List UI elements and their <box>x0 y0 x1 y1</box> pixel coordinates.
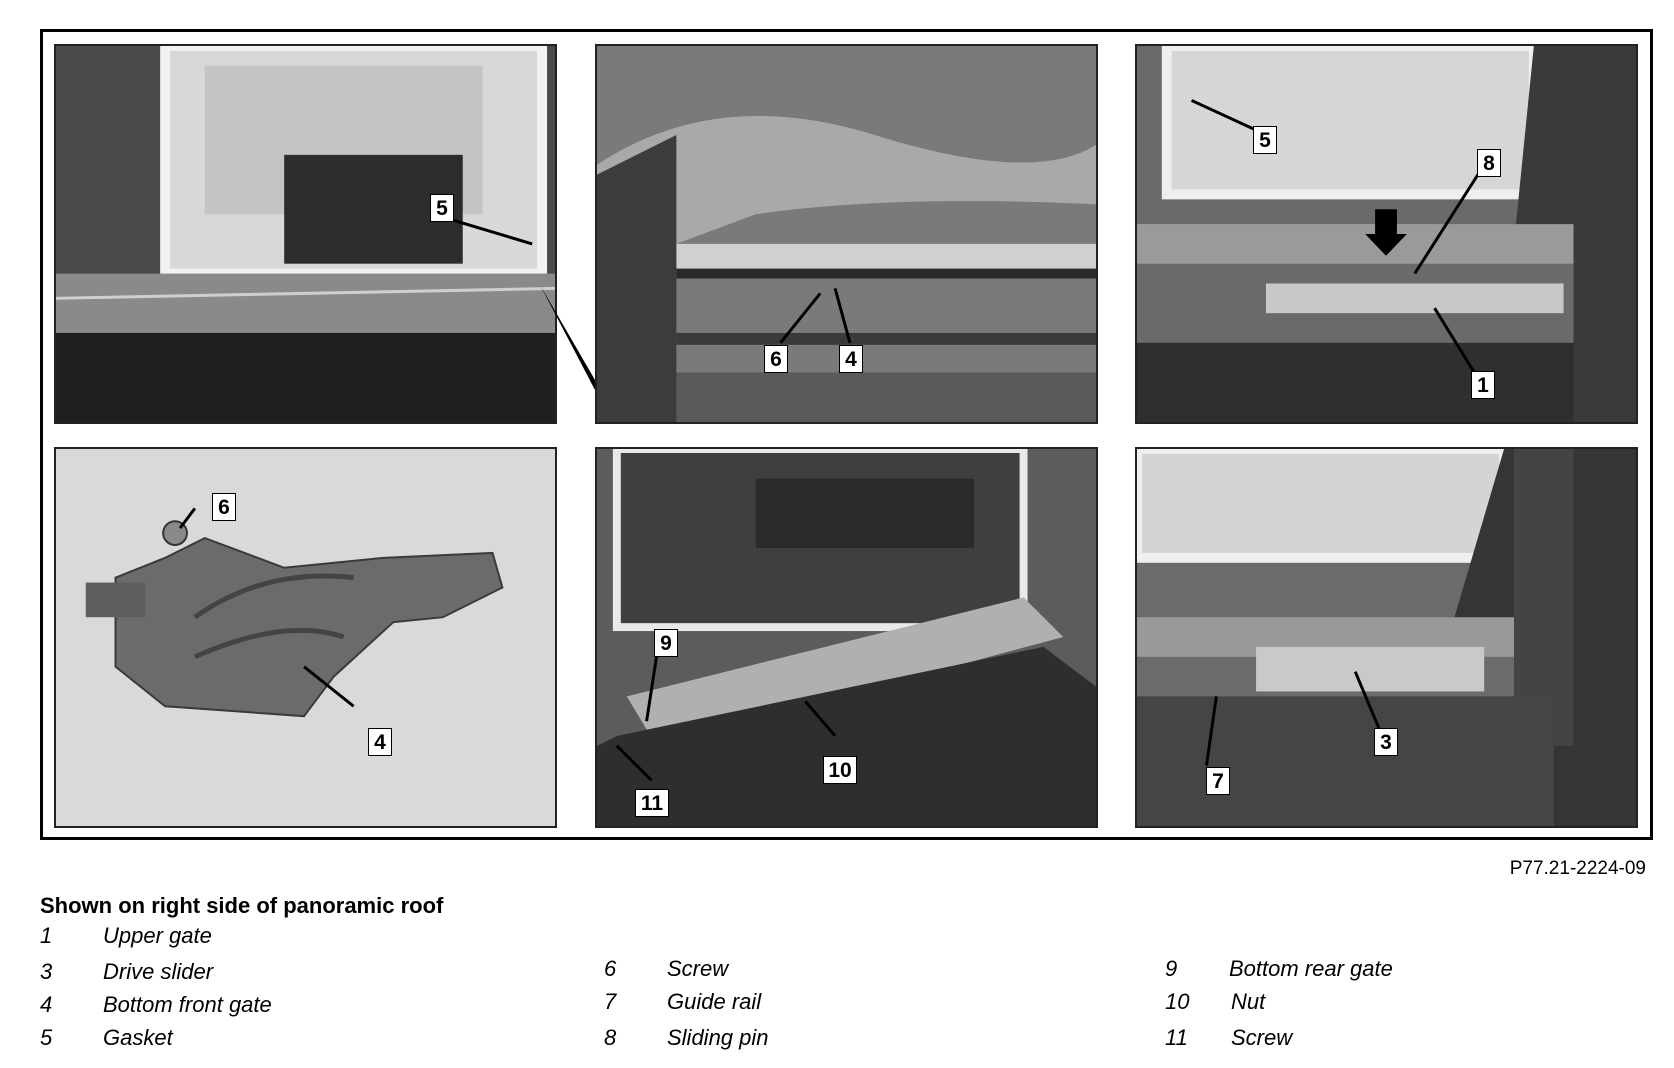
photo-panel-top-right <box>1135 44 1638 424</box>
legend-number: 6 <box>604 956 617 981</box>
legend-title: Shown on right side of panoramic roof <box>40 893 444 918</box>
photo-panel-bottom-right <box>1135 447 1638 828</box>
photo-bottom-left-image <box>56 449 555 826</box>
legend-number: 3 <box>40 959 53 984</box>
callout-5: 5 <box>430 194 454 222</box>
legend-label: Nut <box>1231 989 1266 1014</box>
legend-number: 1 <box>40 923 53 948</box>
callout-10: 10 <box>823 756 857 784</box>
callout-6: 6 <box>764 345 788 373</box>
legend-number: 4 <box>40 992 53 1017</box>
callout-6: 6 <box>212 493 236 521</box>
legend-label: Sliding pin <box>667 1025 769 1050</box>
photo-panel-top-left <box>54 44 557 424</box>
callout-9: 9 <box>654 629 678 657</box>
legend-column-2 <box>604 956 1054 1064</box>
legend-column-3 <box>1165 956 1645 1064</box>
legend-column-1 <box>40 923 540 1063</box>
legend-label: Guide rail <box>667 989 762 1014</box>
callout-4: 4 <box>368 728 392 756</box>
legend-label: Bottom front gate <box>103 992 272 1017</box>
callout-1: 1 <box>1471 371 1495 399</box>
callout-4: 4 <box>839 345 863 373</box>
callout-7: 7 <box>1206 767 1230 795</box>
legend-number: 9 <box>1165 956 1178 981</box>
photo-panel-top-center <box>595 44 1098 424</box>
callout-3: 3 <box>1374 728 1398 756</box>
legend-number: 5 <box>40 1025 53 1050</box>
legend-label: Screw <box>667 956 729 981</box>
photo-top-right-image <box>1137 46 1636 422</box>
callout-8: 8 <box>1477 149 1501 177</box>
callout-11: 11 <box>635 789 669 817</box>
legend-number: 7 <box>604 989 617 1014</box>
panel-connector-wedge <box>540 285 600 395</box>
legend-label: Gasket <box>103 1025 173 1050</box>
photo-panel-bottom-center <box>595 447 1098 828</box>
figure-code: P77.21-2224-09 <box>1509 858 1646 879</box>
legend-label: Bottom rear gate <box>1229 956 1393 981</box>
legend-number: 8 <box>604 1025 617 1050</box>
legend-number: 10 <box>1165 989 1190 1014</box>
photo-top-left-image <box>56 46 555 422</box>
legend-number: 11 <box>1165 1025 1188 1050</box>
legend-label: Drive slider <box>103 959 214 984</box>
legend-label: Screw <box>1231 1025 1293 1050</box>
legend-label: Upper gate <box>103 923 212 948</box>
callout-5: 5 <box>1253 126 1277 154</box>
photo-panel-bottom-left <box>54 447 557 828</box>
